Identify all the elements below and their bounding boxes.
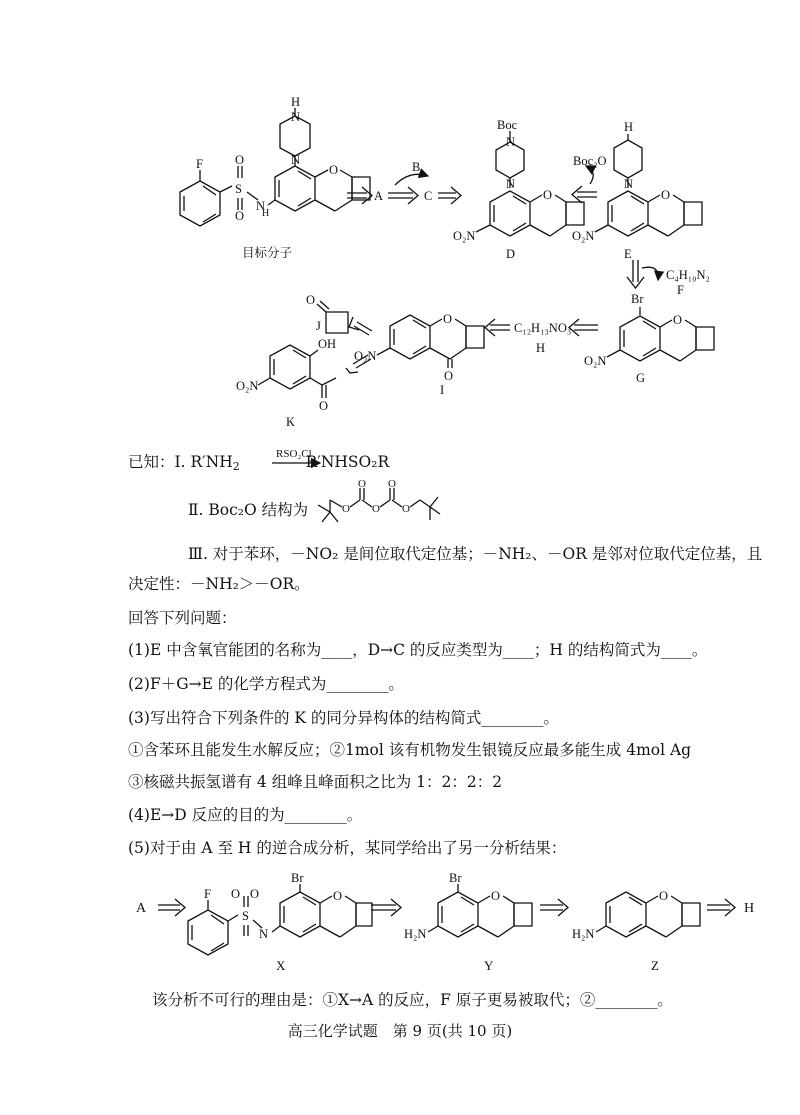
question-5: (5)对于由 A 至 H 的逆合成分析，某同学给出了另一分析结果： bbox=[128, 839, 567, 857]
known-i-intro: 已知：Ⅰ. R′NH bbox=[128, 453, 233, 471]
target-n: N bbox=[256, 199, 266, 213]
question-4: (4)E→D 反应的目的为________。 bbox=[128, 806, 363, 824]
arrow-g-to-e bbox=[627, 260, 658, 288]
label-Z: Z bbox=[651, 958, 659, 973]
compound-J bbox=[317, 301, 348, 333]
question-1: (1)E 中含氧官能团的名称为____，D→C 的反应类型为____；H 的结构简式为____。 bbox=[128, 641, 708, 659]
label-F: F bbox=[677, 283, 684, 297]
compound-I bbox=[377, 315, 484, 368]
i-no2: O₂N bbox=[354, 349, 377, 363]
label-G: G bbox=[636, 371, 646, 385]
e-no2: O₂N bbox=[572, 229, 595, 243]
x-o2: O bbox=[250, 887, 260, 901]
d-boc: Boc bbox=[497, 118, 518, 132]
boc2o-o5: O bbox=[402, 503, 410, 515]
label-I: I bbox=[440, 383, 445, 397]
d-o: O bbox=[543, 188, 553, 202]
f-formula: C₄H₁₀N₂ bbox=[666, 268, 710, 282]
x-f: F bbox=[204, 887, 211, 901]
label-B: B bbox=[412, 160, 421, 174]
h-formula: C₁₂H₁₃NO₃ bbox=[514, 321, 572, 335]
boc2o-o4: O bbox=[388, 478, 396, 490]
d-no2: O₂N bbox=[453, 229, 476, 243]
g-no2: O₂N bbox=[584, 354, 607, 368]
boc2o-reagent: Boc₂O bbox=[573, 154, 607, 168]
question-5-conclusion: 该分析不可行的理由是：①X→A 的反应，F 原子更易被取代；②________。 bbox=[152, 991, 673, 1009]
target-ring-o: O bbox=[329, 163, 339, 177]
compound-E bbox=[595, 134, 702, 236]
known-i-sub: 2 bbox=[232, 460, 240, 473]
target-molecule-label: 目标分子 bbox=[242, 246, 293, 260]
k-oh: OH bbox=[318, 337, 337, 351]
g-o: O bbox=[673, 313, 683, 327]
x-o1: O bbox=[231, 887, 241, 901]
question-3-cond-2: ③核磁共振氢谱有 4 组峰且峰面积之比为 1：2：2：2 bbox=[128, 773, 503, 791]
target-n-pip: N bbox=[291, 153, 301, 167]
j-o: O bbox=[306, 293, 316, 307]
z-o: O bbox=[659, 889, 669, 903]
i-co: O bbox=[444, 369, 454, 383]
k-no2: O₂N bbox=[236, 379, 259, 393]
e-o: O bbox=[661, 188, 671, 202]
label-K: K bbox=[286, 415, 296, 429]
x-o: O bbox=[333, 889, 343, 903]
compound-G bbox=[607, 307, 714, 361]
y-o: O bbox=[491, 889, 501, 903]
page-footer: 高三化学试题 第 9 页(共 10 页) bbox=[287, 1022, 513, 1040]
boc2o-o1: O bbox=[342, 503, 350, 515]
questions-header: 回答下列问题： bbox=[128, 609, 237, 627]
known-i bbox=[128, 452, 389, 472]
target-f: F bbox=[196, 157, 203, 171]
x-n: N bbox=[259, 927, 269, 941]
known-ii: Ⅱ. Boc₂O 结构为 bbox=[188, 501, 309, 519]
compound-K bbox=[258, 345, 336, 398]
i-o: O bbox=[443, 312, 453, 326]
known-i-product: R′NHSO₂R bbox=[305, 453, 390, 471]
target-o1: O bbox=[235, 153, 245, 167]
label-E: E bbox=[624, 247, 632, 261]
y-br: Br bbox=[449, 871, 462, 885]
arrow-e-to-d bbox=[572, 166, 597, 203]
arrow-i-to-h bbox=[485, 319, 510, 336]
label-Y: Y bbox=[484, 958, 494, 973]
z-nh2: H₂N bbox=[572, 927, 595, 941]
target-s: S bbox=[235, 182, 242, 196]
known-reagent: RSO₂Cl bbox=[276, 448, 312, 460]
target-n-pip2: N bbox=[291, 110, 301, 124]
arrow-h-to-g bbox=[569, 319, 598, 336]
label-H: H bbox=[536, 341, 546, 355]
question-2: (2)F＋G→E 的化学方程式为________。 bbox=[128, 675, 404, 693]
target-molecule bbox=[180, 108, 370, 226]
d-n2: N bbox=[506, 177, 516, 191]
s2-label-H: H bbox=[744, 901, 755, 916]
k-o: O bbox=[319, 399, 329, 413]
boc2o-o2: O bbox=[358, 478, 366, 490]
x-s: S bbox=[242, 909, 249, 923]
d-n1: N bbox=[506, 135, 516, 149]
compound-Y bbox=[428, 884, 532, 937]
g-br: Br bbox=[631, 292, 644, 306]
compound-Z bbox=[596, 892, 700, 937]
target-nh: H bbox=[291, 95, 301, 109]
s2-label-A: A bbox=[136, 901, 147, 916]
known-iii-2: 决定性：－NH₂＞－OR。 bbox=[128, 575, 310, 593]
label-C: C bbox=[424, 189, 433, 203]
known-iii-1: Ⅲ. 对于苯环，－NO₂ 是间位取代定位基；－NH₂、－OR 是邻对位取代定位基，且 bbox=[188, 545, 763, 563]
label-J: J bbox=[316, 319, 321, 333]
boc2o-o3: O bbox=[372, 503, 380, 515]
arrows-i-to-j-k bbox=[346, 317, 372, 373]
y-nh2: H₂N bbox=[404, 927, 427, 941]
x-br: Br bbox=[291, 871, 304, 885]
target-o2: O bbox=[235, 209, 245, 223]
question-3: (3)写出符合下列条件的 K 的同分异构体的结构简式________。 bbox=[128, 709, 559, 727]
target-nh-h: H bbox=[262, 208, 270, 219]
compound-D bbox=[476, 131, 584, 236]
e-n: N bbox=[624, 177, 634, 191]
label-A: A bbox=[374, 189, 384, 203]
question-3-cond-1: ①含苯环且能发生水解反应；②1mol 该有机物发生银镜反应最多能生成 4mol Ag bbox=[128, 741, 692, 759]
label-D: D bbox=[506, 247, 516, 261]
e-h: H bbox=[624, 120, 634, 134]
compound-X bbox=[188, 884, 372, 955]
label-X: X bbox=[276, 958, 286, 973]
